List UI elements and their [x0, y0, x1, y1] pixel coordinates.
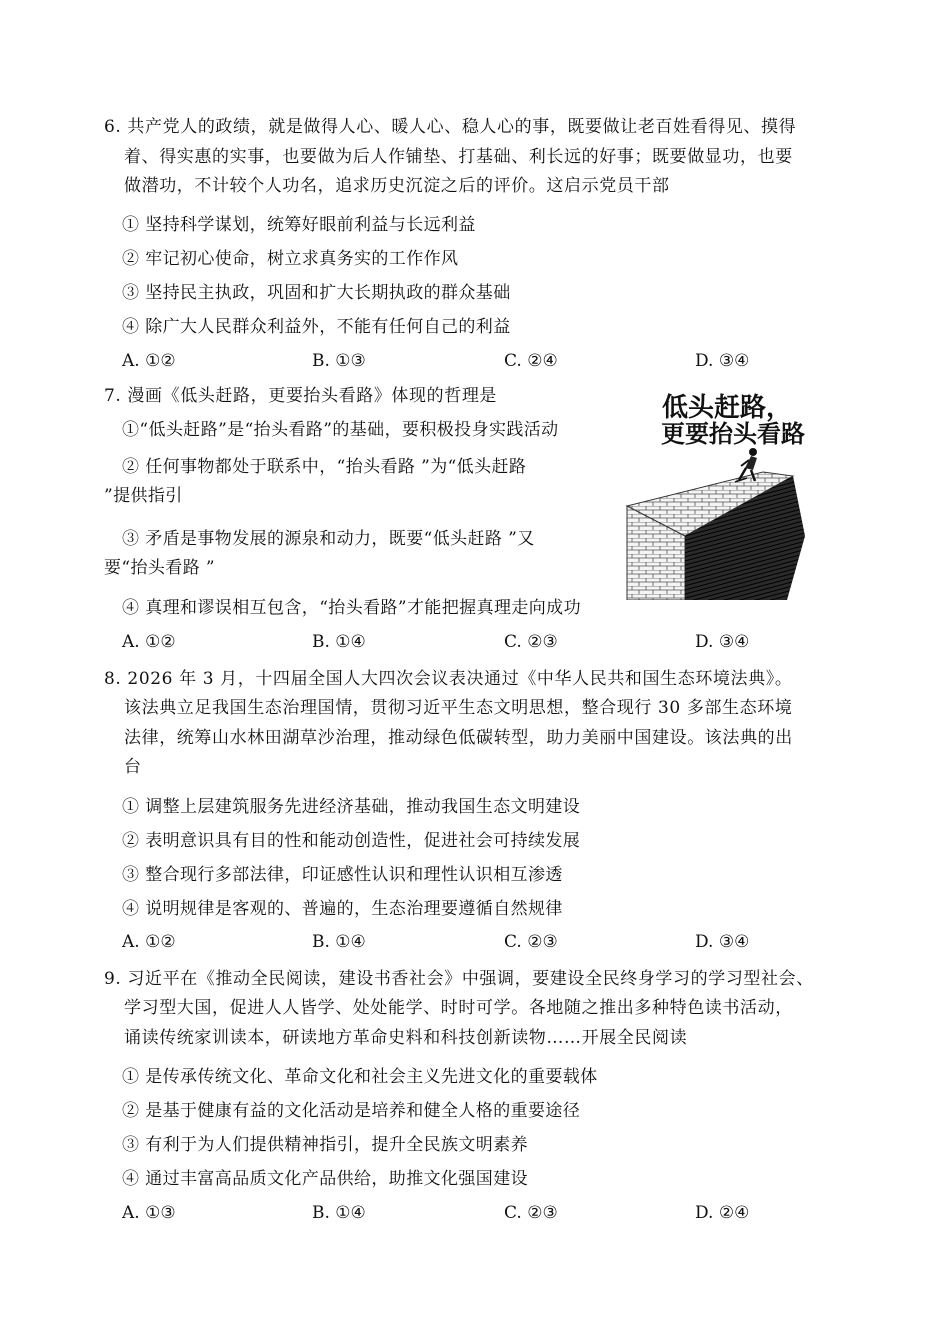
q6-option-2: ② 牢记初心使命，树立求真务实的工作作风 [122, 249, 459, 269]
q7-stem-line-1: 7. 漫画《低头赶路，更要抬头看路》体现的哲理是 [104, 386, 498, 406]
q8-stem-line-4: 台 [124, 757, 142, 777]
q8-choice-b: B. ①④ [312, 932, 366, 952]
q9-option-3: ③ 有利于为人们提供精神指引，提升全民族文明素养 [122, 1135, 529, 1155]
q9-choice-b: B. ①④ [312, 1203, 366, 1223]
q6-option-3: ③ 坚持民主执政，巩固和扩大长期执政的群众基础 [122, 283, 511, 303]
q7-option-2-line-2: ”提供指引 [104, 486, 183, 506]
q7-choice-d: D. ③④ [695, 632, 750, 652]
q8-choice-d: D. ③④ [695, 932, 750, 952]
q9-stem-line-3: 诵读传统家训读本，研读地方革命史料和科技创新读物……开展全民阅读 [124, 1028, 688, 1048]
q6-option-4: ④ 除广大人民群众利益外，不能有任何自己的利益 [122, 317, 511, 337]
q8-option-1: ① 调整上层建筑服务先进经济基础，推动我国生态文明建设 [122, 797, 581, 817]
q9-option-4: ④ 通过丰富高品质文化产品供给，助推文化强国建设 [122, 1169, 529, 1189]
q8-choice-a: A. ①② [122, 932, 176, 952]
q8-choice-c: C. ②③ [504, 932, 558, 952]
q8-option-4: ④ 说明规律是客观的、普遍的，生态治理要遵循自然规律 [122, 899, 563, 919]
q8-stem-line-3: 法律，统筹山水林田湖草沙治理，推动绿色低碳转型，助力美丽中国建设。该法典的出 [124, 728, 793, 748]
q8-stem-line-1: 8. 2026 年 3 月，十四届全国人大四次会议表决通过《中华人民共和国生态环境法典》。 [104, 669, 793, 689]
q9-choice-d: D. ②④ [695, 1203, 750, 1223]
q6-stem-line-2: 着、得实惠的实事，也要做为后人作铺垫、打基础、利长远的好事；既要做显功，也要 [124, 147, 793, 167]
q6-option-1: ① 坚持科学谋划，统筹好眼前利益与长远利益 [122, 215, 476, 235]
q9-option-1: ① 是传承传统文化、革命文化和社会主义先进文化的重要载体 [122, 1067, 598, 1087]
comic-caption-line-2: 更要抬头看路 [661, 420, 805, 448]
q9-stem-line-1: 9. 习近平在《推动全民阅读，建设书香社会》中强调，要建设全民终身学习的学习型社会、 [104, 969, 814, 989]
q9-option-2: ② 是基于健康有益的文化活动是培养和健全人格的重要途径 [122, 1101, 581, 1121]
q6-choice-a: A. ①② [122, 351, 176, 371]
comic-caption-line-1: 低头赶路， [661, 393, 793, 423]
q7-option-4: ④ 真理和谬误相互包含，“抬头看路”才能把握真理走向成功 [122, 598, 581, 618]
q9-choice-a: A. ①③ [122, 1203, 176, 1223]
q8-option-3: ③ 整合现行多部法律，印证感性认识和理性认识相互渗透 [122, 865, 563, 885]
comic-illustration [625, 386, 835, 600]
q9-stem-line-2: 学习型大国，促进人人皆学、处处能学、时时可学。各地随之推出多种特色读书活动， [124, 998, 793, 1018]
q9-choice-c: C. ②③ [504, 1203, 558, 1223]
q7-option-3-line-1: ③ 矛盾是事物发展的源泉和动力，既要“低头赶路 ”又 [122, 529, 535, 549]
q7-choice-c: C. ②③ [504, 632, 558, 652]
q7-option-2-line-1: ② 任何事物都处于联系中，“抬头看路 ”为“低头赶路 [122, 457, 527, 477]
q6-choice-b: B. ①③ [312, 351, 366, 371]
q8-option-2: ② 表明意识具有目的性和能动创造性，促进社会可持续发展 [122, 831, 581, 851]
q6-choice-c: C. ②④ [504, 351, 558, 371]
q8-stem-line-2: 该法典立足我国生态治理国情，贯彻习近平生态文明思想，整合现行 30 多部生态环境 [124, 698, 793, 718]
q7-choice-a: A. ①② [122, 632, 176, 652]
q7-option-3-line-2: 要“抬头看路 ” [104, 558, 215, 578]
q6-stem-line-3: 做潜功，不计较个人功名，追求历史沉淀之后的评价。这启示党员干部 [124, 176, 670, 196]
q7-option-1: ①“低头赶路”是“抬头看路”的基础，要积极投身实践活动 [122, 420, 559, 440]
q7-choice-b: B. ①④ [312, 632, 366, 652]
q6-stem-line-1: 6. 共产党人的政绩，就是做得人心、暖人心、稳人心的事，既要做让老百姓看得见、摸得 [104, 117, 797, 137]
q6-choice-d: D. ③④ [695, 351, 750, 371]
